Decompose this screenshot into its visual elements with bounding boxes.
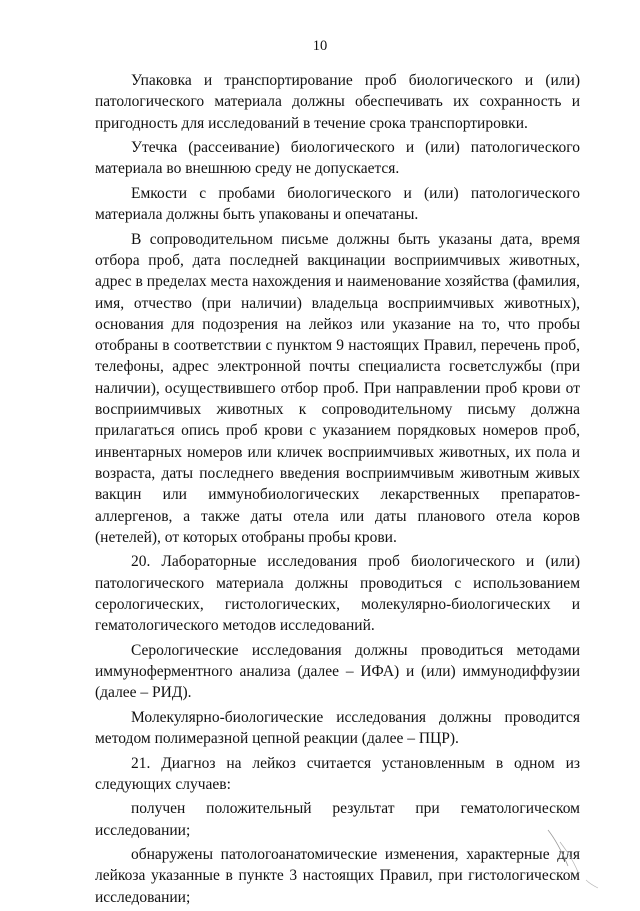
page-number: 10 bbox=[312, 38, 328, 54]
paragraph-item-21: 21. Диагноз на лейкоз считается установленным в одном из следующих случаев: bbox=[95, 754, 580, 793]
document-body bbox=[95, 70, 580, 911]
paragraph-case-hematological: получен положительный результат при гематологическом исследовании; bbox=[95, 800, 580, 839]
paragraph-packaging: Упаковка и транспортирование проб биологического и (или) патологического материала должны обеспечивать их сохранность и пригодность для исследований в течение срока транспортировки. bbox=[95, 72, 580, 132]
pen-mark-decoration bbox=[538, 822, 608, 892]
paragraph-serological: Серологические исследования должны проводиться методами иммуноферментного анализа (далее – ИФА) и (или) иммунодиффузии (далее – РИД). bbox=[95, 641, 580, 702]
paragraph-molecular: Молекулярно-биологические исследования должны проводится методом полимеразной цепной реакции (далее – ПЦР). bbox=[95, 708, 580, 748]
paragraph-case-histological: обнаружены патологоанатомические изменения, характерные для лейкоза указанные в пункте 3 настоящих Правил, при гистологическом исследовании; bbox=[95, 846, 580, 906]
paragraph-containers: Емкости с пробами биологического и (или) патологического материала должны быть упакованы и опечатаны. bbox=[95, 184, 580, 224]
paragraph-item-20: 20. Лабораторные исследования проб биологического и (или) патологического материала должны проводиться с использованием серологических, гистологических, молекулярно-биологических и гематологического методов исследований. bbox=[95, 553, 580, 635]
paragraph-cover-letter: В сопроводительном письме должны быть указаны дата, время отбора проб, дата последней вакцинации восприимчивых животных, адрес в пределах места нахождения и наименование хозяйства (фамилия, имя, отчество (при наличии) владельца восприимчивых животных), основания для подозрения на лейкоз или указание на то, что пробы отобраны в соответствии с пунктом 9 настоящих Правил, перечень проб, телефоны, адрес электронной почты специалиста госветслужбы (при наличии), осуществившего отбор проб. При направлении проб крови от восприимчивых животных к сопроводительному письму должна прилагаться опись проб крови с указанием порядковых номеров проб, инвентарных номеров или кличек восприимчивых животных, их пола и возраста, даты последнего введения восприимчивым животным живых вакцин или иммунобиологических лекарственных препаратов-аллергенов, а также даты отела или даты планового отела коров (нетелей), от которых отобраны пробы крови. bbox=[95, 230, 580, 546]
paragraph-leakage: Утечка (рассеивание) биологического и (или) патологического материала во внешнюю среду не допускается. bbox=[95, 139, 580, 178]
